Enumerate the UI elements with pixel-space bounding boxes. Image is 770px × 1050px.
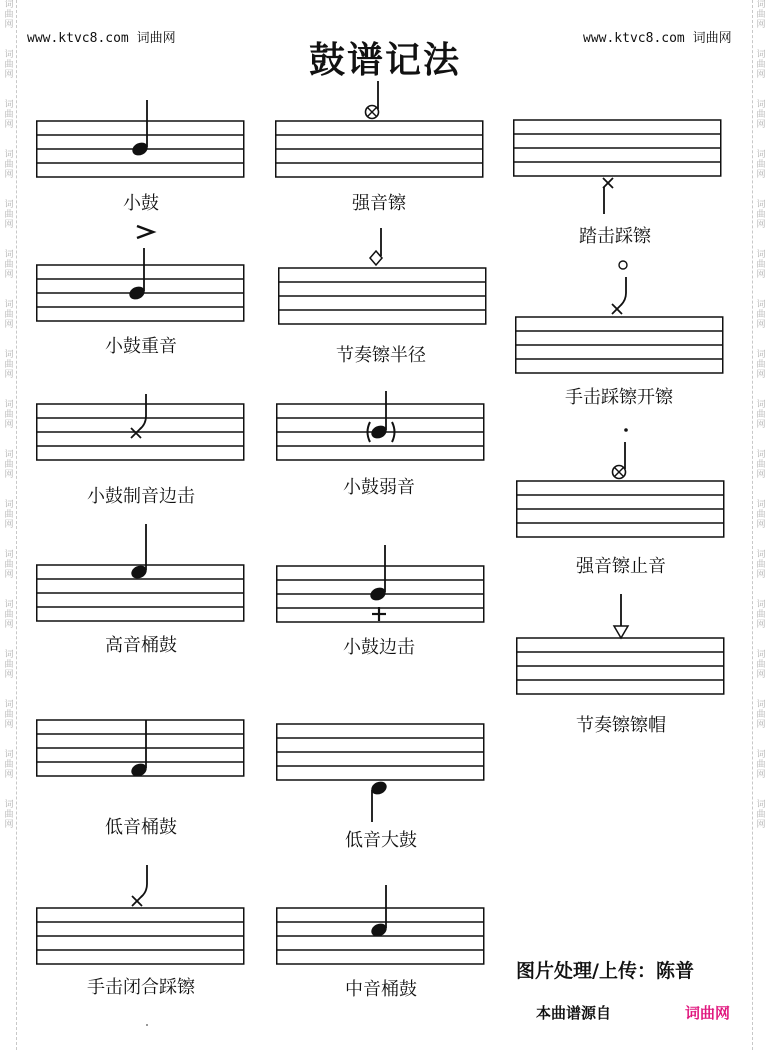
- staff-crash-choke: [513, 420, 725, 545]
- upload-credit: 图片处理/上传：陈普: [516, 960, 694, 982]
- label-bass-drum: 低音大鼓: [345, 830, 417, 851]
- staff-hihat-open: [513, 255, 725, 375]
- site-watermark-right: www.ktvc8.com 词曲网: [583, 31, 732, 46]
- accent-mark: [137, 226, 153, 238]
- right-side-watermark: 词 曲 网 词 曲 网 词 曲 网 词 曲 网 词 曲 网 词 曲 网 词 曲 网 词 曲 网 词 曲 网 词 曲 网 词 曲 网 词 曲 网 词 曲 网 词 曲 网 词 曲 网 词 曲 网 词 曲 网: [756, 0, 766, 830]
- staff-crash: [275, 78, 487, 183]
- source-label: 本曲谱源自: [536, 1004, 612, 1022]
- label-snare: 小鼓: [123, 193, 159, 214]
- label-snare-accent: 小鼓重音: [105, 336, 177, 357]
- left-side-watermark: 词 曲 网 词 曲 网 词 曲 网 词 曲 网 词 曲 网 词 曲 网 词 曲 网 词 曲 网 词 曲 网 词 曲 网 词 曲 网 词 曲 网 词 曲 网 词 曲 网 词 曲 网 词 曲 网 词 曲 网: [4, 0, 14, 830]
- staff-mid-tom: [275, 880, 487, 970]
- staff-rimshot: [275, 540, 487, 630]
- label-ride: 节奏镲半径: [336, 345, 426, 366]
- staff-ride: [275, 222, 487, 327]
- label-cross-stick: 小鼓制音边击: [87, 486, 195, 507]
- staff-high-tom: [36, 522, 248, 627]
- site-watermark-left: www.ktvc8.com 词曲网: [27, 31, 176, 46]
- speck: [146, 1024, 148, 1026]
- label-hihat-open: 手击踩镲开镲: [565, 387, 673, 408]
- label-rimshot: 小鼓边击: [343, 637, 415, 658]
- staff-cross-stick: [36, 390, 248, 465]
- label-low-tom: 低音桶鼓: [105, 817, 177, 838]
- label-crash: 强音镲: [352, 193, 406, 214]
- page-title: 鼓谱记法: [308, 39, 461, 81]
- open-mark: [619, 261, 627, 269]
- label-ride-bell: 节奏镲镲帽: [576, 715, 666, 736]
- label-ghost: 小鼓弱音: [343, 477, 415, 498]
- staff-low-tom: [36, 700, 248, 790]
- choke-dot: [624, 428, 628, 432]
- staff-hihat-closed: [36, 862, 248, 972]
- label-crash-choke: 强音镲止音: [576, 556, 666, 577]
- triangle-head: [614, 626, 628, 638]
- source-site-link[interactable]: 词曲网: [685, 1004, 731, 1022]
- staff-ghost: [275, 388, 487, 468]
- label-mid-tom: 中音桶鼓: [345, 979, 417, 1000]
- left-margin-line: [16, 0, 17, 1050]
- label-high-tom: 高音桶鼓: [105, 635, 177, 656]
- staff-hihat-foot: [513, 110, 725, 215]
- staff-ride-bell: [513, 590, 725, 700]
- staff-bass-drum: [275, 720, 487, 825]
- label-hihat-foot: 踏击踩镲: [579, 226, 651, 247]
- staff-snare: [36, 95, 248, 185]
- right-margin-line: [752, 0, 753, 1050]
- label-hihat-closed: 手击闭合踩镲: [87, 977, 195, 998]
- staff-snare-accent: [36, 222, 248, 327]
